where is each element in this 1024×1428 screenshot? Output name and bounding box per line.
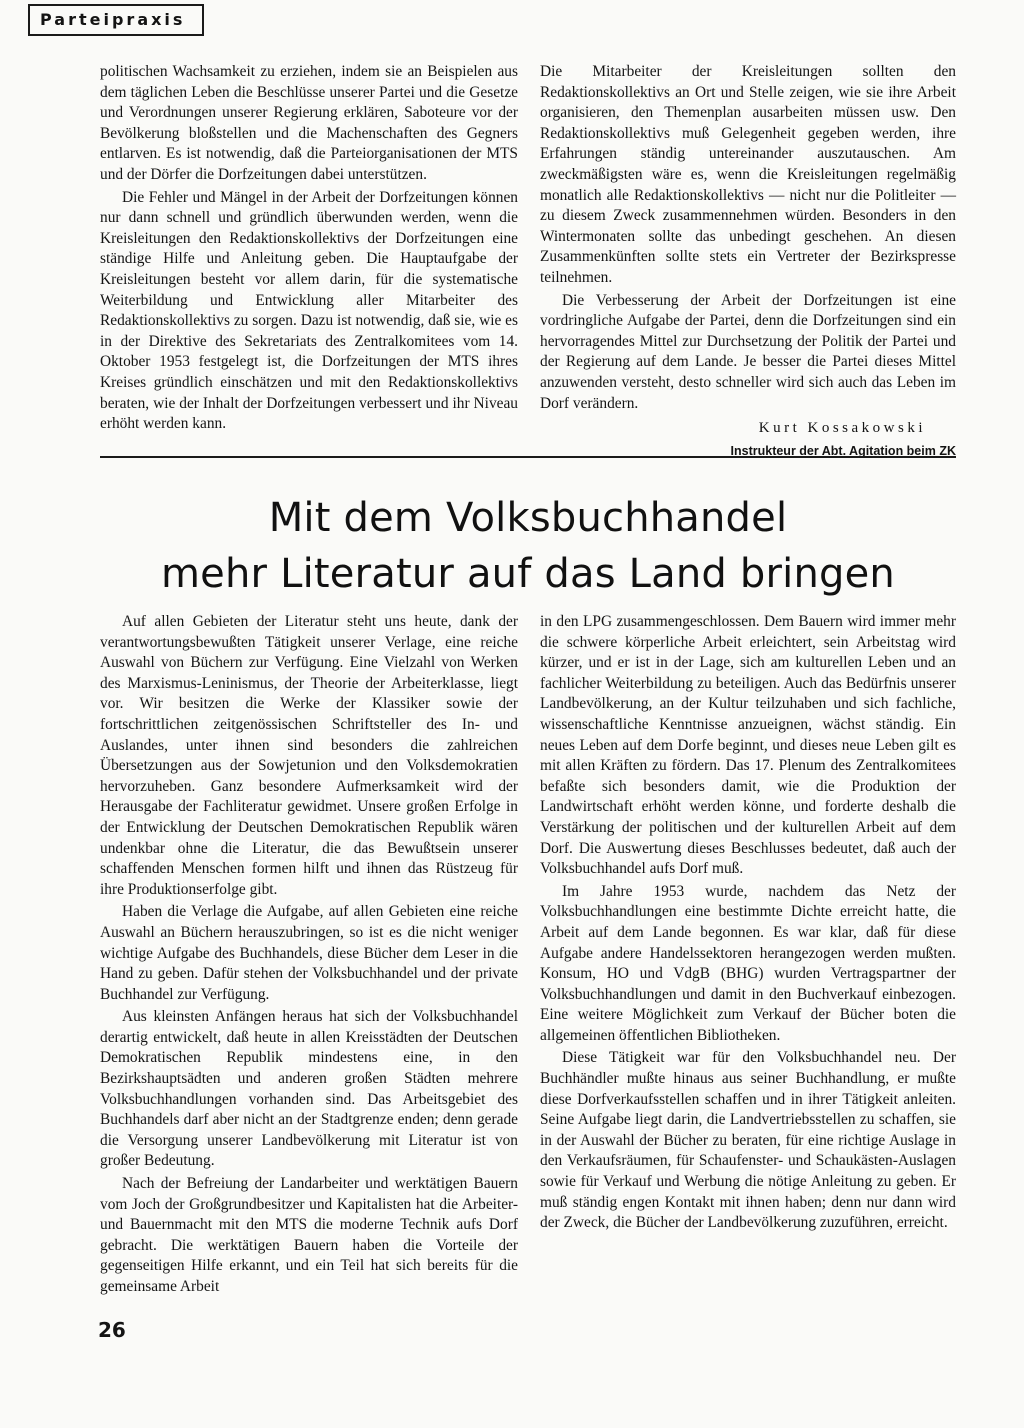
body-paragraph: Die Mitarbeiter der Kreisleitungen sollten den Redaktionskollektivs an Ort und Stelle zeigen, wie sie ihre Arbeit organisieren, den Themenplan ausarbeiten müssen usw. Den Redaktionskollektivs muß Gelegenheit gegeben werden, ihre Erfahrungen ständig untereinander auszutauschen. Am zweckmäßigsten wäre es, wenn die Kreisleitungen regelmäßig monatlich alle Redaktionskollektivs — nicht nur die Politleiter — zu diesem Zweck zusammennehmen würden. Besonders in den Wintermonaten sollte das unbedingt geschehen. An diesen Zusammenkünften sollte stets ein Vertreter der Bezirkspresse teilnehmen. (540, 63, 956, 286)
body-paragraph: Im Jahre 1953 wurde, nachdem das Netz der Volksbuchhandlungen eine bestimmte Dichte erreicht hatte, die Arbeit auf dem Lande begonnen. Es war klar, daß für diese Aufgabe andere Handelssektoren herangezogen werden mußten. Konsum, HO und VdgB (BHG) wurden Vertragspartner der Volksbuchhandlungen und damit in den Buchverkauf einbezogen. Eine weitere Möglichkeit zum Verkauf der Bücher boten die allgemeinen öffentlichen Bibliotheken. (540, 882, 956, 1044)
body-paragraph: Haben die Verlage die Aufgabe, auf allen Gebieten eine reiche Auswahl an Büchern herauszubringen, so ist es die nicht weniger wichtige Aufgabe des Buchhandels, diese Bücher dem Leser in die Hand zu geben. Dafür stehen der Volksbuchhandel und der private Buchhandel zur Verfügung. (100, 903, 518, 1003)
top-article-left-column (100, 62, 518, 435)
headline-line-1: Mit dem Volksbuchhandel (268, 495, 788, 541)
section-header: Parteipraxis (28, 4, 204, 36)
top-article-right-column (540, 62, 956, 461)
body-paragraph: Auf allen Gebieten der Literatur steht uns heute, dank der verantwortungsbewußten Tätigkeit unserer Verlage, eine reiche Auswahl von Büchern zur Verfügung. Eine Vielzahl von Werken des Marxismus-Leninismus, der Theorie der Arbeiterklasse, liegt vor. Wir besitzen die Werke der Klassiker sowie der fortschrittlichen zeitgenössischen Schriftsteller des In- und Auslandes, unter ihnen sind besonders die zahlreichen Übersetzungen aus der Sowjetunion und den Volksdemokratien hervorzuheben. Ganz besondere Aufmerksamkeit wird der Herausgabe der Fachliteratur gewidmet. Unsere großen Erfolge in der Entwicklung der Deutschen Demokratischen Republik wären undenkbar ohne die Literatur, die das Bewußtsein unserer schaffenden Menschen formen hilft und ihnen das Rüstzeug für ihre Produktionserfolge gibt. (100, 613, 518, 898)
body-paragraph: Diese Tätigkeit war für den Volksbuchhandel neu. Der Buchhändler mußte hinaus aus seiner Buchhandlung, er mußte diese Dorfverkaufsstellen schaffen und in ihrer Tätigkeit anleiten. Seine Aufgabe liegt darin, die Landvertriebsstellen zu schaffen, sie in der Auswahl der Bücher zu beraten, für eine richtige Auslage in den Verkaufsräumen, für Schaufenster- und Schaukästen-Auslagen sowie für Verkauf und Werbung die nötige Anleitung zu geben. Er muß ständig engen Kontakt mit ihnen haben; denn nur dann wird der Zweck, die Bücher der Landbevölkerung zuzuführen, erreicht. (540, 1049, 956, 1232)
author-name: Kurt Kossakowski (758, 420, 926, 437)
page-number: 26 (98, 1318, 126, 1342)
main-article-left-column (100, 612, 518, 1298)
body-paragraph: in den LPG zusammengeschlossen. Dem Bauern wird immer mehr die schwere körperliche Arbeit erleichtert, sein Arbeitstag wird kürzer, und er ist in der Lage, sich am kulturellen Leben und an fachlicher Weiterbildung zu beteiligen. Auch das Bedürfnis unserer Landbevölkerung, an der Kultur teilzuhaben und sich fachliche, wissenschaftliche Kenntnisse anzueignen, wächst ständig. Ein neues Leben auf dem Dorfe beginnt, und dieses neue Leben gilt es mit allen Kräften zu fördern. Das 17. Plenum des Zentralkomitees befaßte sich besonders damit, wie die Produktion der Landwirtschaft erhöht werden könne, und forderte deshalb die Verstärkung der politischen und der kulturellen Arbeit auf dem Dorf. Die Auswertung dieses Beschlusses bedeutet, daß auch der Volksbuchhandel aufs Dorf muß. (540, 613, 956, 878)
body-paragraph: Die Fehler und Mängel in der Arbeit der Dorfzeitungen können nur dann schnell und gründlich überwunden werden, wenn die Kreisleitungen den Redaktionskollektivs der Dorfzeitungen eine ständige Hilfe und Anleitung geben. Die Hauptaufgabe der Kreisleitungen besteht vor allem darin, für die systematische Weiterbildung und Entwicklung aller Mitarbeiter des Redaktionskollektivs zu sorgen. Dazu ist notwendig, daß sie, wie es in der Direktive des Sekretariats des Zentralkomitees vom 14. Oktober 1953 festgelegt ist, die Dorfzeitungen der MTS ihres Kreises gründlich einschätzen und mit den Redaktionskollektivs beraten, wie der Inhalt der Dorfzeitungen verbessert und ihr Niveau erhöht werden kann. (100, 188, 518, 433)
body-paragraph: Die Verbesserung der Arbeit der Dorfzeitungen ist eine vordringliche Aufgabe der Partei, denn die Dorfzeitungen sind ein hervorragendes Mittel zur Durchsetzung der Politik der Partei und der Regierung auf dem Lande. Je besser die Partei dieses Mittel anzuwenden versteht, desto schneller wird sich auch das Leben im Dorf verändern. (540, 291, 956, 412)
main-article-right-column (540, 612, 956, 1234)
body-paragraph: Nach der Befreiung der Landarbeiter und werktätigen Bauern vom Joch der Großgrundbesitzer und Kapitalisten hat die Arbeiter- und Bauernmacht mit den MTS die moderne Technik aufs Dorf gebracht. Die werktätigen Bauern haben die Vorteile der gegenseitigen Hilfe erkannt, und ein Teil hat sich bereits für die gemeinsame Arbeit (100, 1175, 518, 1295)
author-role: Instrukteur der Abt. Agitation beim ZK (730, 443, 956, 458)
headline-line-2: mehr Literatur auf das Land bringen (161, 551, 895, 597)
body-paragraph: Aus kleinsten Anfängen heraus hat sich der Volksbuchhandel derartig entwickelt, daß heute in allen Kreisstädten der Deutschen Demokratischen Republik mindestens eine, in den Bezirkshauptsädten und anderen großen Städten mehrere Volksbuchhandlungen vorhanden sind. Das Arbeitsgebiet des Buchhandels darf aber nicht an der Stadtgrenze enden; denn gerade die Versorgung unserer Landbevölkerung mit Literatur ist von großer Bedeutung. (100, 1008, 518, 1170)
article-headline (100, 490, 956, 602)
body-paragraph: politischen Wachsamkeit zu erziehen, indem sie an Beispielen aus dem täglichen Leben die Beschlüsse unserer Partei und die Gesetze und Verordnungen unserer Regierung erklären, Saboteure vor der Bevölkerung bloßstellen und die Machenschaften des Gegners entlarven. Es ist notwendig, daß die Parteiorganisationen der MTS und der Dörfer die Dorfzeitungen dabei unterstützen. (100, 63, 518, 183)
section-divider (100, 456, 956, 458)
author-byline (540, 418, 956, 461)
